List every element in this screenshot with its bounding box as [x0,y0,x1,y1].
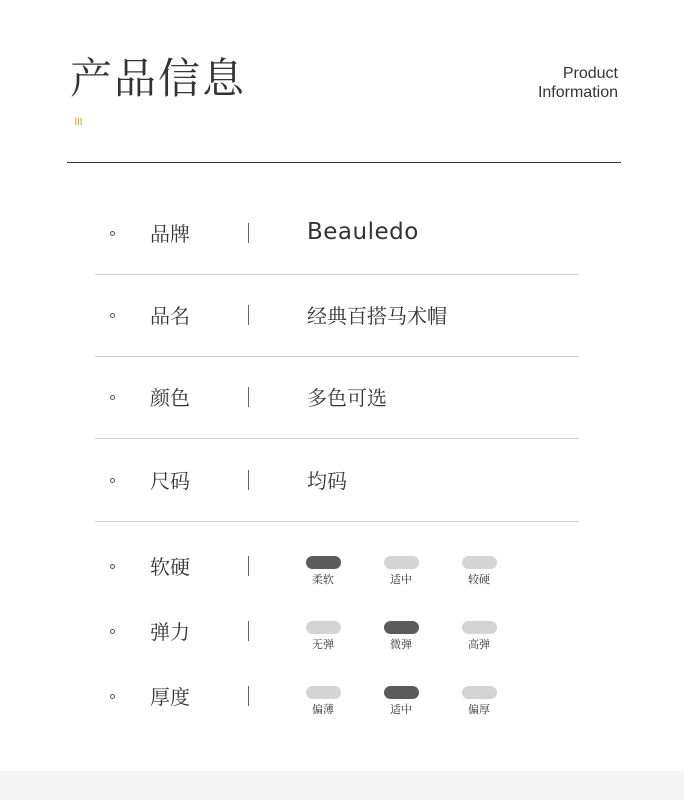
scale-option-label: 较硬 [468,573,490,586]
scale-label: 软硬 [150,555,190,579]
scale-option [305,556,341,587]
row-divider [95,438,579,439]
scale-option [461,686,497,717]
separator [248,470,249,490]
english-title [538,64,618,102]
scale-pill [306,556,341,569]
separator [248,387,249,407]
footer-band [0,771,684,800]
scale-option-label: 无弹 [312,638,334,651]
row-divider [95,274,579,275]
scale-pill [306,686,341,699]
scale-option-label: 偏厚 [468,703,490,716]
bullet-icon [110,395,115,400]
info-label: 尺码 [150,469,190,493]
info-value: 经典百搭马术帽 [307,304,447,328]
scale-label: 弹力 [150,620,190,644]
separator [248,621,249,641]
row-divider [95,521,579,522]
english-title-line2: Information [537,84,618,101]
header-divider [67,162,621,163]
scale-option [305,621,341,652]
scale-row-elasticity [0,613,684,653]
separator [248,556,249,576]
row-divider [95,356,579,357]
bullet-icon [110,478,115,483]
scale-option [383,621,419,652]
scale-pill [384,556,419,569]
accent-mark-icon: ııı [74,113,82,128]
bullet-icon [110,313,115,318]
separator [248,305,249,325]
scale-option-label: 偏薄 [312,703,334,716]
scale-pill [462,686,497,699]
info-label: 品牌 [150,222,190,246]
info-row-brand [0,215,684,255]
info-row-color [0,379,684,419]
info-label: 品名 [150,304,190,328]
page-title: 产品信息 [70,54,247,103]
info-row-name [0,297,684,337]
scale-pill [384,621,419,634]
scale-option [383,686,419,717]
separator [248,686,249,706]
scale-pill [462,621,497,634]
scale-option-label: 适中 [390,573,412,586]
info-value: 均码 [307,469,347,493]
scale-pill [462,556,497,569]
bullet-icon [110,564,115,569]
scale-label: 厚度 [150,685,190,709]
scale-option [461,556,497,587]
info-value: 多色可选 [307,386,387,410]
scale-option-label: 微弹 [390,638,412,651]
bullet-icon [110,694,115,699]
scale-option [461,621,497,652]
scale-option-label: 适中 [390,703,412,716]
info-label: 颜色 [150,386,190,410]
scale-option-label: 柔软 [312,573,334,586]
info-value: Beauledo [307,219,419,245]
scale-option-label: 高弹 [468,638,490,651]
scale-row-thickness [0,678,684,718]
info-row-size [0,462,684,502]
scale-pill [306,621,341,634]
scale-option [383,556,419,587]
scale-option [305,686,341,717]
scale-row-softness [0,548,684,588]
bullet-icon [110,231,115,236]
bullet-icon [110,629,115,634]
scale-pill [384,686,419,699]
english-title-line1: Product [562,65,618,82]
separator [248,223,249,243]
